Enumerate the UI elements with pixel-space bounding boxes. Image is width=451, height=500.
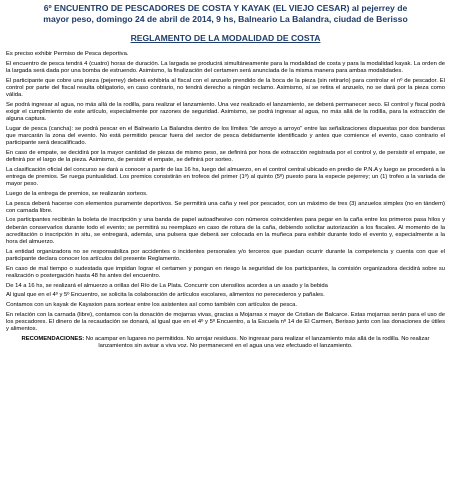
- paragraph-permit: Es preciso exhibir Permiso de Pesca deportiva.: [6, 51, 129, 57]
- paragraph-raffles: Luego de la entrega de premios, se realizarán sorteos.: [6, 190, 148, 197]
- paragraph-bait: En relación con la carnada (libre), contamos con la donación de mojarras vivas, gracias a Mojarras x mayor de Cristian de Balcarce. Estas mojarras serán para el uso de los pescadores. El dinero de la recaudación se donará, al igual que en el 4º y 5º Encuentro, a la Escuela nº 14 de El Carmen, Berisso junto con las donaciones de útiles y alimentos.: [6, 311, 445, 333]
- recommendations: [6, 336, 445, 350]
- paragraph-liability: La entidad organizadora no se responsabiliza por accidentes o incidentes personales y/o terceros que puedan ocurrir durante la competencia y cuenta con que el participante declara conocer los artículos del presente Reglamento.: [6, 248, 445, 262]
- paragraph-water-entry: Se podrá ingresar al agua, no más allá de la rodilla, para realizar el lanzamiento. Una vez realizado el lanzamiento, se deberá permanecer seco. El control y fiscal podrá exigir el cumplimiento de este artículo, especialmente por razones de seguridad. Asimismo, se podrá ingresar al agua, no más allá de la rodilla, para la extracción de alguna captura.: [6, 101, 445, 123]
- paragraph-classification: La clasificación oficial del concurso se dará a conocer a partir de las 16 hs, luego del almuerzo, en el control central ubicado en predio de P.N.A y luego se procederá a la entrega de premios. Se ruega puntualidad. Los premios consistirán en trofeos del primer (1º) al quinto (5º) puesto para la especie pejerrey; un (1) trofeo a la variada de mayor peso.: [6, 166, 445, 188]
- paragraph-duration: El encuentro de pesca tendrá 4 (cuatro) horas de duración. La largada se producirá simultáneamente para la modalidad de costa y para la modalidad kayak. La orden de la largada será dada por una bomba de estruendo. Asimismo, la finalización del certamen será anunciada de la misma manera para ambas modalidades.: [6, 60, 445, 74]
- regulation-heading: REGLAMENTO DE LA MODALIDAD DE COSTA: [130, 33, 321, 43]
- paragraph-fishing-area: Lugar de pesca (cancha): se podrá pescar en el Balneario La Balandra dentro de los límites "de arroyo a arroyo" entre las señalizaciones dispuestas por dos banderas que marcarán la zona del evento. No está permitido pescar fuera del sector de pesca debidamente identificado y antes que comience el evento, caso contrario el participante será descalificado.: [6, 125, 445, 147]
- paragraph-weather: En caso de mal tiempo o sudestada que impidan lograr el certamen y pongan en riesgo la seguridad de los participantes, la comisión organizadora decidirá sobre su realización o postergación hasta 48 hs antes del encuentro.: [6, 265, 445, 279]
- paragraph-tie-break: En caso de empate, se decidirá por la mayor cantidad de piezas de mismo peso, se definirá por hora de extracción registrada por el control y, de persistir el empate, se definirá por el largo de la pieza. Asimismo, de persistir el empate, se definirá por sorteo.: [6, 149, 445, 163]
- paragraph-registration: Los participantes recibirán la boleta de inscripción y una banda de papel autoadhesivo con números coincidentes para pegar en la caña entre los primeros pasa hilos y deberán conservarlos durante todo el evento; se permitirá su reemplazo en caso de rotura de la caña, debiendo solicitar autorización a los fiscales. Al momento de la acreditación o inscripción in situ, se entregará, además, una pulsera que deberá ser colocada en la muñeca para exhibir durante todo el evento y, especialmente a la hora del almuerzo.: [6, 217, 445, 245]
- paragraph-donations: Al igual que en el 4º y 5º Encuentro, se solicita la colaboración de artículos escolares, alimentos no perecederos y pañales.: [6, 292, 325, 299]
- paragraph-lunch: De 14 a 16 hs, se realizará el almuerzo a orillas del Río de La Plata. Concurrir con utensilios acordes a un asado y la bebida: [6, 282, 328, 289]
- recommendations-text: No acampar en lugares no permitidos. No arrojar residuos. No ingresar para realizar el lanzamiento más allá de la rodilla. No realizar lanzamientos sin avisar a viva voz. No permaneceré en el agua una vez efectuado el lanzamiento.: [84, 335, 430, 349]
- paragraph-kayak-raffle: Contamos con un kayak de Kayaxion para sortear entre los asistentes así como también con artículos de pesca.: [6, 302, 298, 308]
- event-title-line-2: mayor peso, domingo 24 de abril de 2014, 9 hs, Balneario La Balandra, ciudad de Berisso: [43, 13, 408, 24]
- paragraph-catch-control: El participante que cobre una pieza (pejerrey) deberá exhibirla al fiscal con el anzuelo prendido de la boca de la pieza (sin retirarlo) para controlar el nº de pescador. El control por parte del fiscal resulta obligatorio, en caso contrario, no tendrá derecho a ningún reclamo. Asimismo, si se retira el anzuelo, no se dará por la pieza como válida.: [6, 77, 445, 98]
- paragraph-equipment: La pesca deberá hacerse con elementos puramente deportivos. Se permitirá una caña y reel por pescador, con un máximo de tres (3) anzuelos simples (no en tándem) con carnada libre.: [6, 200, 445, 214]
- recommendations-label: RECOMENDACIONES:: [21, 335, 85, 342]
- event-title-line-1: 6º ENCUENTRO DE PESCADORES DE COSTA Y KAYAK (EL VIEJO CESAR) al pejerrey de: [43, 3, 408, 13]
